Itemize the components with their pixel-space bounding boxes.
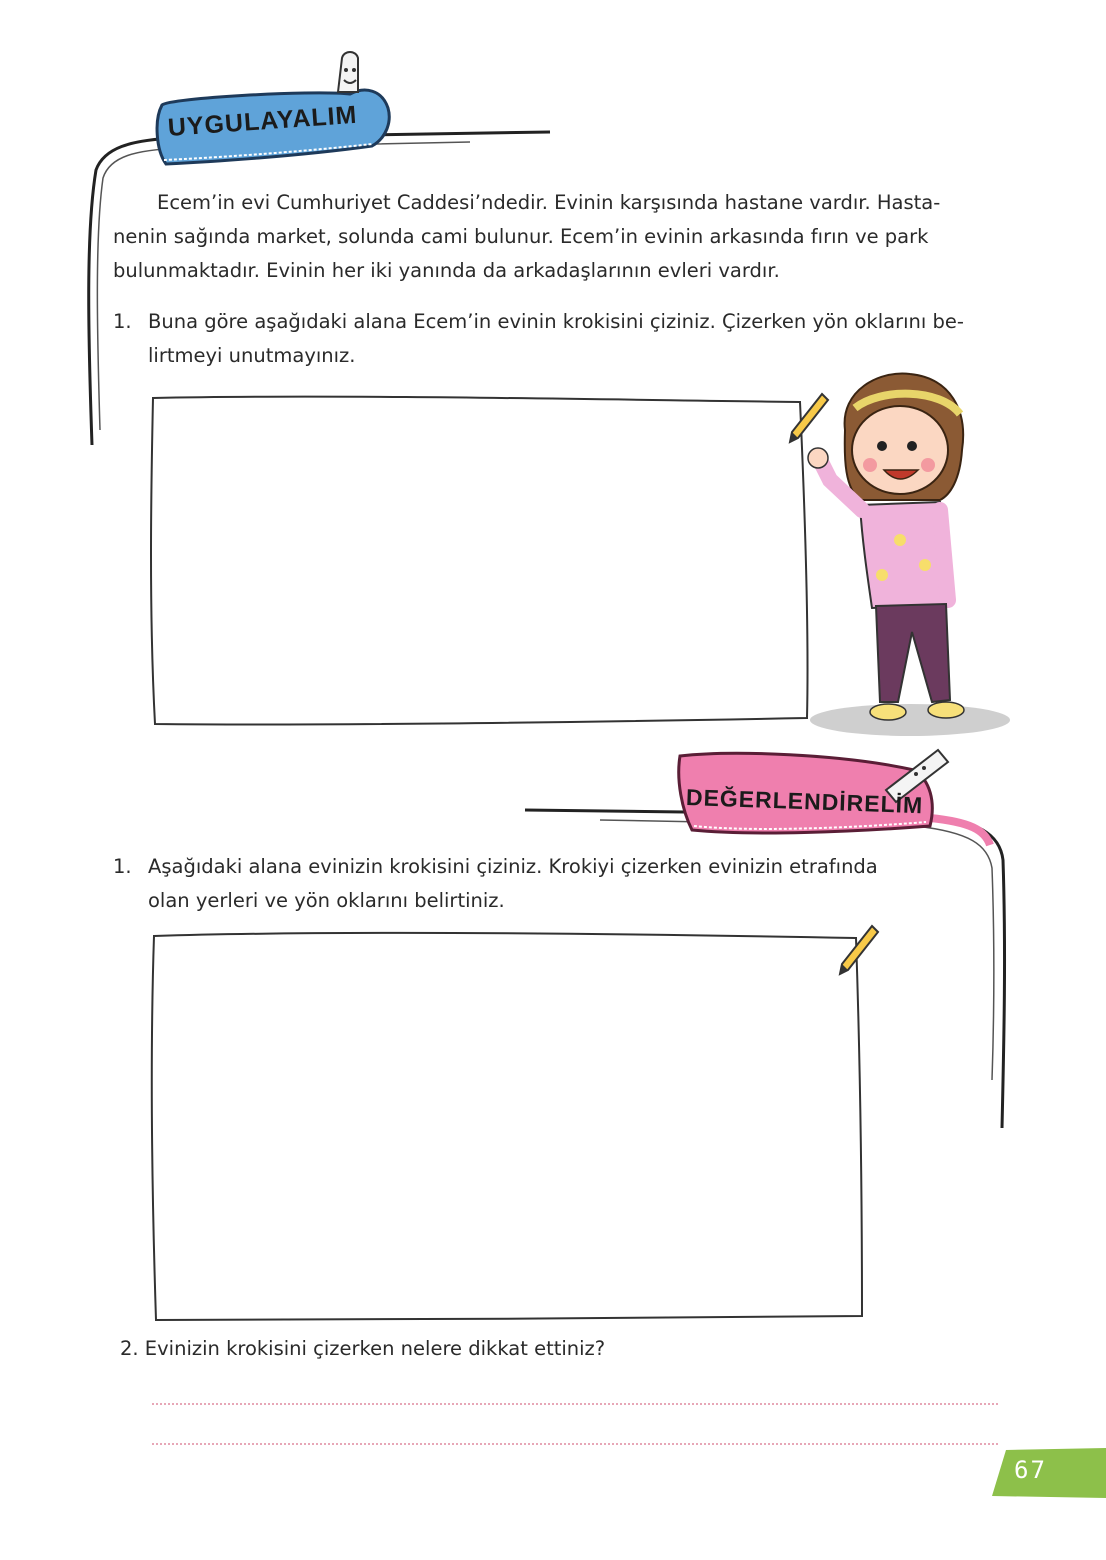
question-text <box>148 305 986 373</box>
sketch-drawing-area-2[interactable] <box>146 926 870 1326</box>
pencil-character-icon <box>328 48 368 98</box>
intro-line-1: Ecem’in evi Cumhuriyet Caddesi’ndedir. Evinin karşısında hastane vardır. Hasta- <box>157 191 941 214</box>
evaluate-question-1 <box>113 850 925 920</box>
apply-question-1 <box>113 305 986 375</box>
evaluate-section-title: DEĞERLENDİRELİM <box>685 784 924 819</box>
question-text <box>148 850 925 918</box>
question-line-1: Buna göre aşağıdaki alana Ecem’in evinin krokisini çiziniz. Çizerken yön oklarını be- <box>148 310 964 333</box>
page-number: 67 <box>1014 1456 1047 1484</box>
intro-line-3: bulunmaktadır. Evinin her iki yanında da arkadaşlarının evleri vardır. <box>113 259 780 282</box>
apply-section-banner <box>150 60 400 170</box>
pencil-icon <box>832 922 882 982</box>
question-line-2: olan yerleri ve yön oklarını belirtiniz. <box>148 889 505 912</box>
answer-line-2[interactable] <box>152 1443 998 1445</box>
evaluate-question-2: 2. Evinizin krokisini çizerken nelere dikkat ettiniz? <box>120 1337 606 1360</box>
sketch-drawing-area-1[interactable] <box>145 392 813 730</box>
question-line-2: lirtmeyi unutmayınız. <box>148 344 356 367</box>
intro-paragraph <box>113 186 986 288</box>
girl-illustration <box>800 370 1010 745</box>
answer-line-1[interactable] <box>152 1403 998 1405</box>
question-number: 1. <box>113 310 132 333</box>
green-tab-shape <box>992 1448 1106 1498</box>
apply-section-title: UYGULAYALIM <box>166 100 359 142</box>
question-line-1: Aşağıdaki alana evinizin krokisini çiziniz. Krokiyi çizerken evinizin etrafında <box>148 855 878 878</box>
intro-line-2: nenin sağında market, solunda cami bulunur. Ecem’in evinin arkasında fırın ve park <box>113 225 929 248</box>
evaluate-section-banner <box>672 740 952 840</box>
page-number-tab <box>992 1448 1106 1498</box>
question-number: 1. <box>113 855 132 878</box>
